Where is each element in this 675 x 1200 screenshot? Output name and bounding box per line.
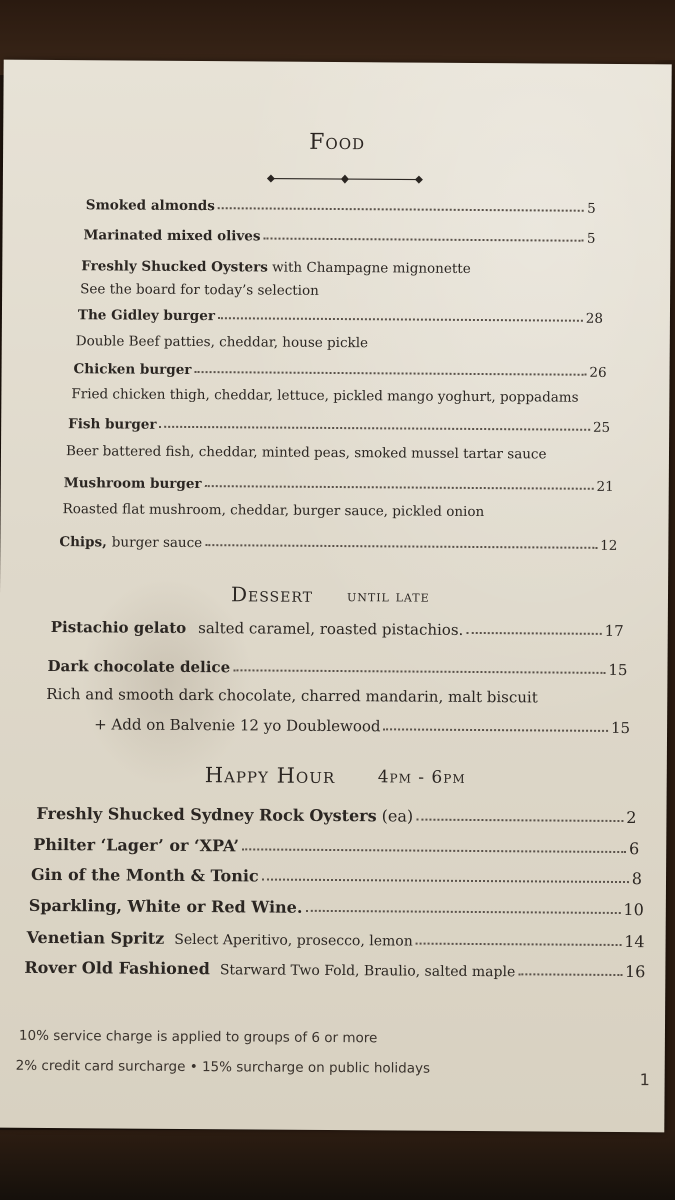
item-extra: with Champagne mignonette <box>272 259 471 277</box>
item-name: Dark chocolate delice <box>47 657 231 677</box>
item-name: Sparkling, White or Red Wine. <box>28 895 303 917</box>
page-number: 1 <box>639 1070 650 1090</box>
item-price: 14 <box>624 932 645 952</box>
item-price: 26 <box>589 364 607 381</box>
item-name: Gin of the Month & Tonic <box>30 864 259 886</box>
menu-item <box>59 534 617 554</box>
item-name: + Add on Balvenie 12 yo Doublewood <box>94 715 381 736</box>
menu-item <box>94 715 630 737</box>
item-extra: burger sauce <box>111 534 203 552</box>
menu-item <box>51 618 624 640</box>
dessert-section-title: Dessert <box>230 582 314 607</box>
leader-dots <box>218 317 583 322</box>
item-name: Philter ‘Lager’ or ‘XPA’ <box>33 834 240 856</box>
leader-dots <box>416 943 621 946</box>
item-name: Freshly Shucked Sydney Rock Oysters <box>36 803 377 826</box>
leader-dots <box>466 632 601 635</box>
item-description: Beer battered fish, cheddar, minted peas, smoked mussel tartar sauce <box>65 443 547 463</box>
item-name: Smoked almonds <box>85 197 215 215</box>
item-price: 16 <box>624 962 646 982</box>
menu-item <box>78 307 603 327</box>
item-price: 10 <box>623 900 644 920</box>
leader-dots <box>242 848 626 853</box>
item-price: 21 <box>596 478 614 495</box>
item-name: Chips, <box>59 534 107 551</box>
item-price: 15 <box>610 718 631 738</box>
leader-dots <box>205 485 594 490</box>
leader-dots <box>416 819 623 822</box>
item-price: 8 <box>631 869 643 889</box>
menu-item <box>47 657 627 679</box>
menu-item <box>31 865 642 888</box>
item-price: 5 <box>587 200 596 217</box>
item-extra: salted caramel, roasted pistachios. <box>198 619 464 639</box>
leader-dots <box>263 237 583 241</box>
item-price: 6 <box>628 839 640 859</box>
item-price: 12 <box>600 537 618 554</box>
service-charge-note: 10% service charge is applied to groups of 6 or more <box>18 1027 378 1047</box>
dessert-section-subtitle: until late <box>346 587 430 606</box>
leader-dots <box>194 371 586 376</box>
surcharge-note: 2% credit card surcharge • 15% surcharge on public holidays <box>15 1057 431 1077</box>
item-name: Fish burger <box>68 416 157 433</box>
leader-dots <box>205 544 597 549</box>
happy-hour-section-subtitle: 4pm - 6pm <box>377 767 466 788</box>
menu-item <box>27 928 645 951</box>
item-extra: Starward Two Fold, Braulio, salted maple <box>219 962 516 981</box>
item-name: Marinated mixed olives <box>83 227 261 245</box>
menu-item <box>33 835 639 858</box>
divider-ornament-icon <box>265 172 425 187</box>
leader-dots <box>233 669 605 674</box>
menu-item <box>29 896 644 919</box>
menu-content <box>0 60 672 1133</box>
item-name: Venetian Spritz <box>26 927 165 948</box>
item-extra: (ea) <box>381 806 414 826</box>
menu-item <box>86 197 596 217</box>
menu-item <box>36 804 636 827</box>
item-price: 15 <box>608 660 628 680</box>
leader-dots <box>384 728 608 732</box>
food-section-title: Food <box>309 129 366 156</box>
item-name: Mushroom burger <box>63 475 202 493</box>
item-price: 5 <box>586 230 596 247</box>
item-name: Rover Old Fashioned <box>24 957 210 979</box>
item-price: 17 <box>604 621 624 641</box>
item-name: Pistachio gelato <box>50 618 187 637</box>
menu-item <box>74 361 607 381</box>
item-description: Fried chicken thigh, cheddar, lettuce, pickled mango yoghurt, poppadams <box>71 386 579 406</box>
item-name: Chicken burger <box>73 361 192 378</box>
leader-dots <box>218 207 584 212</box>
item-description: Double Beef patties, cheddar, house pickle <box>75 333 369 352</box>
item-extra: Select Aperitivo, prosecco, lemon <box>174 931 413 950</box>
item-description: See the board for today’s selection <box>80 281 319 299</box>
item-price: 28 <box>585 310 603 327</box>
item-description: Roasted flat mushroom, cheddar, burger sauce, pickled onion <box>62 501 485 521</box>
happy-hour-section-title: Happy Hour <box>204 763 336 789</box>
item-price: 2 <box>626 808 637 828</box>
leader-dots <box>262 879 629 884</box>
menu-item <box>64 475 614 495</box>
leader-dots <box>160 426 590 431</box>
item-price: 25 <box>592 419 611 436</box>
menu-item <box>83 227 595 247</box>
leader-dots <box>518 973 622 976</box>
item-name: Freshly Shucked Oysters <box>81 258 268 276</box>
menu-page <box>0 60 672 1133</box>
item-name: The Gidley burger <box>77 307 216 325</box>
menu-item <box>81 258 471 277</box>
item-description: Rich and smooth dark chocolate, charred mandarin, malt biscuit <box>46 684 538 707</box>
background-bottom <box>0 1130 675 1200</box>
leader-dots <box>305 910 620 914</box>
menu-item <box>24 958 645 981</box>
menu-item <box>68 416 610 436</box>
